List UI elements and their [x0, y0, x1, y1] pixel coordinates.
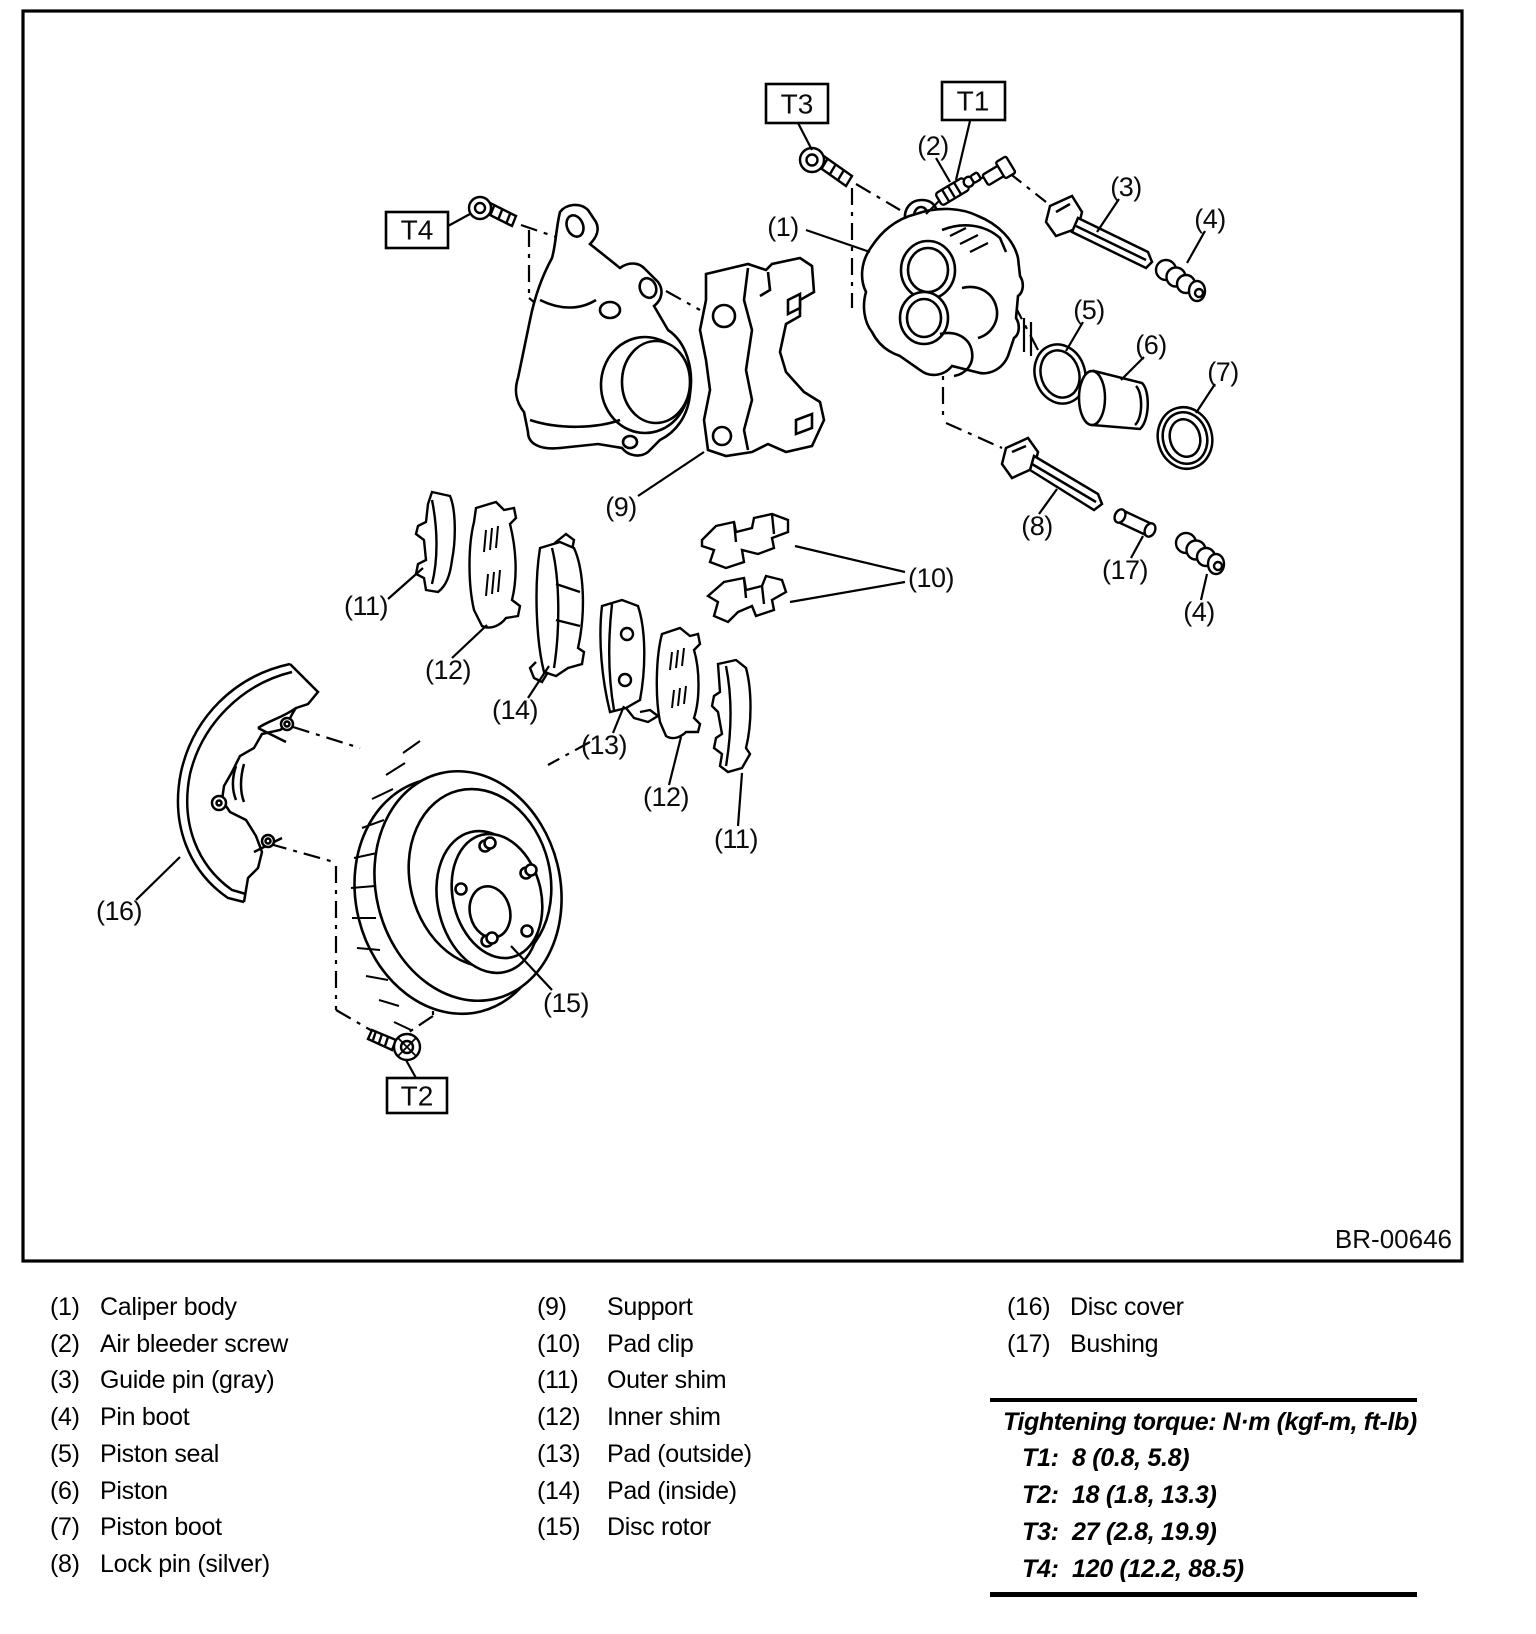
callout-9: (9) — [605, 492, 637, 522]
callout-4-lower: (4) — [1183, 597, 1215, 627]
callout-1: (1) — [767, 212, 799, 242]
inner-shim-left-drawing — [470, 502, 521, 628]
torque-row-t4 — [990, 1551, 1417, 1588]
legend-item-4 — [50, 1399, 288, 1436]
torque-id: T4: — [1022, 1555, 1059, 1583]
legend-num: (10) — [537, 1329, 581, 1358]
legend-num: (1) — [50, 1293, 80, 1321]
legend-num: (16) — [1007, 1293, 1051, 1321]
legend-item-2 — [50, 1326, 288, 1363]
legend-item-16 — [1007, 1289, 1184, 1326]
torque-value: 27 (2.8, 19.9) — [1072, 1518, 1217, 1546]
torque-row-t1 — [990, 1440, 1417, 1477]
legend-item-17 — [1007, 1326, 1184, 1363]
torque-table — [990, 1398, 1417, 1597]
legend-item-9 — [537, 1289, 752, 1326]
legend-item-13 — [537, 1436, 752, 1473]
legend-label: Support — [607, 1293, 693, 1321]
t1-box-label: T1 — [956, 85, 990, 117]
callout-2: (2) — [917, 131, 949, 161]
callout-15: (15) — [542, 988, 590, 1018]
callout-3: (3) — [1110, 172, 1142, 202]
legend-num: (9) — [537, 1293, 567, 1321]
legend-label: Caliper body — [100, 1293, 237, 1321]
callout-12-right: (12) — [642, 782, 690, 812]
legend-label: Outer shim — [607, 1366, 727, 1395]
legend-label: Air bleeder screw — [100, 1329, 289, 1358]
torque-id: T2: — [1022, 1481, 1059, 1509]
inner-shim-right-drawing — [657, 628, 700, 738]
legend-label: Guide pin (gray) — [100, 1366, 275, 1395]
legend-item-15 — [537, 1509, 752, 1546]
legend-label: Pad clip — [607, 1329, 694, 1358]
callout-17: (17) — [1101, 555, 1149, 585]
legend-label: Lock pin (silver) — [100, 1549, 270, 1578]
callout-16: (16) — [95, 896, 143, 926]
legend-label: Pad (inside) — [607, 1476, 737, 1505]
callout-4-upper: (4) — [1194, 204, 1226, 234]
callout-11-left: (11) — [343, 591, 389, 621]
callout-5: (5) — [1073, 295, 1105, 325]
legend-num: (3) — [50, 1366, 80, 1395]
legend-item-11 — [537, 1362, 752, 1399]
t2-box-label: T2 — [400, 1080, 434, 1112]
legend-column-1 — [50, 1289, 288, 1583]
legend-label: Piston boot — [100, 1513, 222, 1542]
torque-row-t2 — [990, 1477, 1417, 1514]
torque-id: T1: — [1022, 1444, 1059, 1472]
legend-num: (8) — [50, 1549, 80, 1578]
callout-13: (13) — [580, 730, 628, 760]
legend-label: Disc cover — [1070, 1293, 1184, 1321]
torque-value: 120 (12.2, 88.5) — [1072, 1555, 1244, 1583]
callout-11-right: (11) — [713, 824, 759, 854]
legend-item-14 — [537, 1473, 752, 1510]
legend-item-12 — [537, 1399, 752, 1436]
legend-num: (2) — [50, 1329, 80, 1358]
legend-label: Piston — [100, 1476, 168, 1505]
legend-num: (6) — [50, 1476, 80, 1505]
legend-num: (17) — [1007, 1329, 1051, 1358]
legend-label: Disc rotor — [607, 1513, 711, 1542]
legend-item-6 — [50, 1473, 288, 1510]
legend-column-2 — [537, 1289, 752, 1546]
legend-label: Pad (outside) — [607, 1439, 752, 1468]
legend-num: (15) — [537, 1513, 581, 1542]
legend-label: Pin boot — [100, 1403, 190, 1432]
callout-14: (14) — [491, 695, 539, 725]
torque-value: 18 (1.8, 13.3) — [1072, 1481, 1217, 1509]
torque-value: 8 (0.8, 5.8) — [1072, 1444, 1190, 1472]
torque-table-title: Tightening torque: N·m (kgf-m, ft-lb) — [1003, 1408, 1417, 1436]
legend-item-10 — [537, 1326, 752, 1363]
t3-box-label: T3 — [780, 88, 814, 120]
legend-item-5 — [50, 1436, 288, 1473]
legend-num: (12) — [537, 1403, 581, 1432]
legend-num: (11) — [537, 1366, 579, 1395]
torque-row-t3 — [990, 1514, 1417, 1551]
legend-item-1 — [50, 1289, 288, 1326]
t4-box-label: T4 — [400, 214, 434, 246]
legend-item-8 — [50, 1546, 288, 1583]
legend-label: Bushing — [1070, 1329, 1159, 1358]
legend-label: Inner shim — [607, 1403, 721, 1432]
legend-num: (5) — [50, 1439, 80, 1468]
legend-item-3 — [50, 1362, 288, 1399]
torque-id: T3: — [1022, 1518, 1059, 1546]
legend-column-3 — [1007, 1289, 1184, 1362]
legend-item-7 — [50, 1509, 288, 1546]
callout-8: (8) — [1021, 511, 1053, 541]
diagram-border — [23, 11, 1462, 1261]
legend-num: (13) — [537, 1439, 581, 1468]
callout-7: (7) — [1207, 357, 1239, 387]
legend-label: Piston seal — [100, 1439, 219, 1468]
legend-num: (4) — [50, 1403, 80, 1432]
figure-code: BR-00646 — [1334, 1224, 1452, 1254]
callout-6: (6) — [1135, 330, 1167, 360]
legend-num: (7) — [50, 1513, 80, 1542]
legend-num: (14) — [537, 1476, 581, 1505]
callout-12-left: (12) — [424, 655, 472, 685]
callout-10: (10) — [907, 563, 955, 593]
